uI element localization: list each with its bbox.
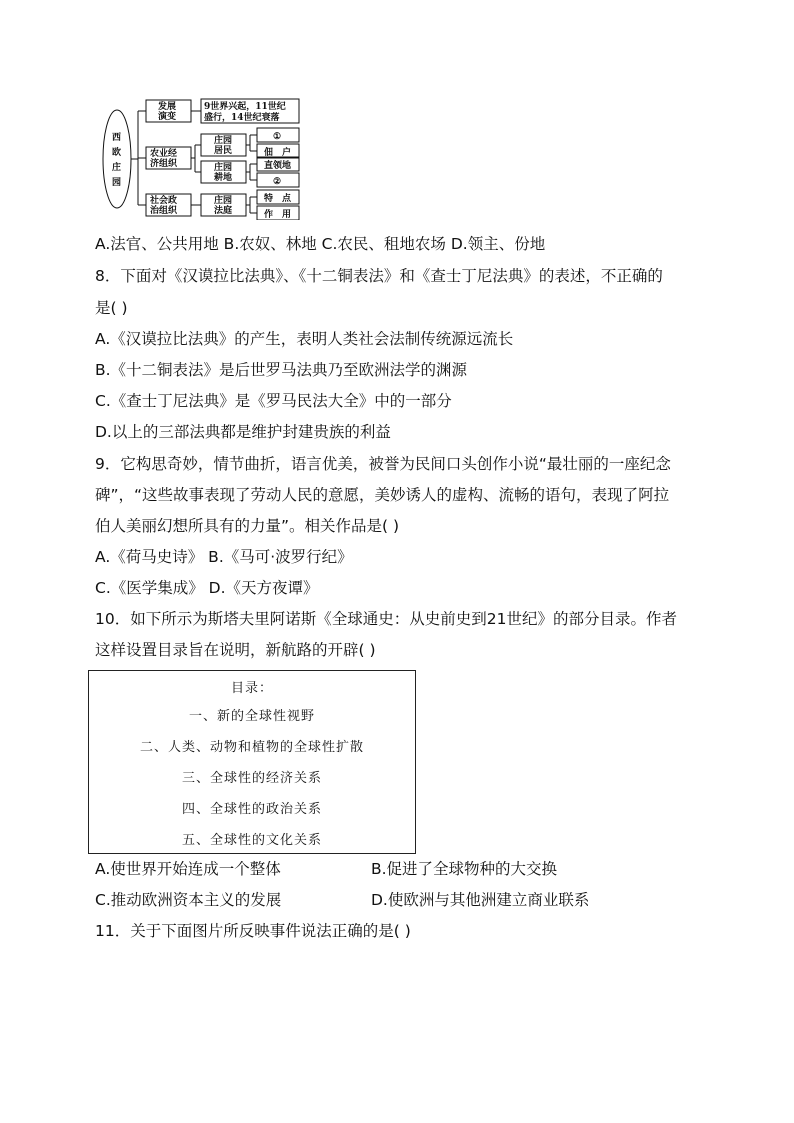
sub-label: 庄园 — [214, 163, 233, 173]
toc-item: 二、人类、动物和植物的全球性扩散 — [139, 740, 364, 755]
q10-stem: 这样设置目录旨在说明，新航路的开辟( ) — [95, 641, 376, 659]
sub-item: 佃 户 — [264, 148, 292, 158]
q8-option-d: D.以上的三部法典都是维护封建贵族的利益 — [95, 423, 391, 441]
branch-label: 发展 — [158, 102, 177, 112]
manor-structure-diagram — [100, 98, 304, 220]
sub-item: 特 点 — [264, 194, 292, 204]
sub-label: 法庭 — [214, 206, 233, 216]
q10-option-c: C.推动欧洲资本主义的发展 — [95, 891, 282, 909]
q8-option-b: B.《十二铜表法》是后世罗马法典乃至欧洲法学的渊源 — [95, 361, 468, 379]
toc-title: 目录： — [230, 681, 273, 696]
sub-item: ① — [273, 132, 282, 142]
q9-options-cd: C.《医学集成》 D.《天方夜谭》 — [95, 579, 319, 597]
diagram-center-char: 西 — [112, 133, 122, 143]
branch-label: 治组织 — [150, 206, 178, 216]
toc-item: 三、全球性的经济关系 — [181, 771, 322, 786]
diagram-center-char: 欧 — [112, 148, 122, 158]
q10-stem: 10．如下所示为斯塔夫里阿诺斯《全球通史：从史前史到21世纪》的部分目录。作者 — [95, 610, 677, 628]
table-of-contents-box — [88, 670, 416, 854]
toc-item: 五、全球性的文化关系 — [181, 833, 322, 848]
q8-option-c: C.《查士丁尼法典》是《罗马民法大全》中的一部分 — [95, 392, 452, 410]
q10-option-d: D.使欧洲与其他洲建立商业联系 — [371, 891, 590, 909]
branch-label: 社会政 — [150, 196, 178, 206]
q8-stem: 8．下面对《汉谟拉比法典》、《十二铜表法》和《查士丁尼法典》的表述，不正确的 — [95, 267, 663, 285]
q9-stem: 伯人美丽幻想所具有的力量”。相关作品是( ) — [95, 517, 400, 535]
q10-option-b: B.促进了全球物种的大交换 — [371, 860, 558, 878]
q9-stem: 9．它构思奇妙，情节曲折，语言优美，被誉为民间口头创作小说“最壮丽的一座纪念 — [95, 455, 671, 473]
q8-option-a: A.《汉谟拉比法典》的产生，表明人类社会法制传统源远流长 — [95, 330, 514, 348]
sub-label: 庄园 — [214, 196, 233, 206]
branch-label: 演变 — [158, 112, 177, 122]
toc-item: 一、新的全球性视野 — [188, 709, 315, 724]
q11-stem: 11．关于下面图片所反映事件说法正确的是( ) — [95, 922, 411, 940]
branch-label: 济组织 — [150, 159, 178, 169]
diagram-center-char: 园 — [112, 178, 122, 188]
toc-item: 四、全球性的政治关系 — [181, 802, 322, 817]
sub-label: 耕地 — [214, 173, 233, 183]
branch-label: 农业经 — [150, 149, 178, 159]
q7-options: A.法官、公共用地 B.农奴、林地 C.农民、租地农场 D.领主、份地 — [95, 235, 546, 253]
diagram-center-char: 庄 — [112, 163, 122, 173]
sub-item: 直领地 — [264, 161, 292, 171]
sub-item: 作 用 — [264, 210, 292, 220]
sub-label: 居民 — [214, 146, 233, 156]
q9-stem: 碑”，“这些故事表现了劳动人民的意愿，美妙诱人的虚构、流畅的语句，表现了阿拉 — [95, 486, 670, 504]
q9-options-ab: A.《荷马史诗》 B.《马可·波罗行纪》 — [95, 548, 353, 566]
development-note: 盛行，14世纪衰落 — [204, 113, 280, 123]
sub-item: ② — [273, 177, 282, 187]
sub-label: 庄园 — [214, 136, 233, 146]
development-note: 9世界兴起，11世纪 — [204, 102, 286, 112]
q8-stem: 是( ) — [95, 299, 128, 317]
q10-option-a: A.使世界开始连成一个整体 — [95, 860, 281, 878]
